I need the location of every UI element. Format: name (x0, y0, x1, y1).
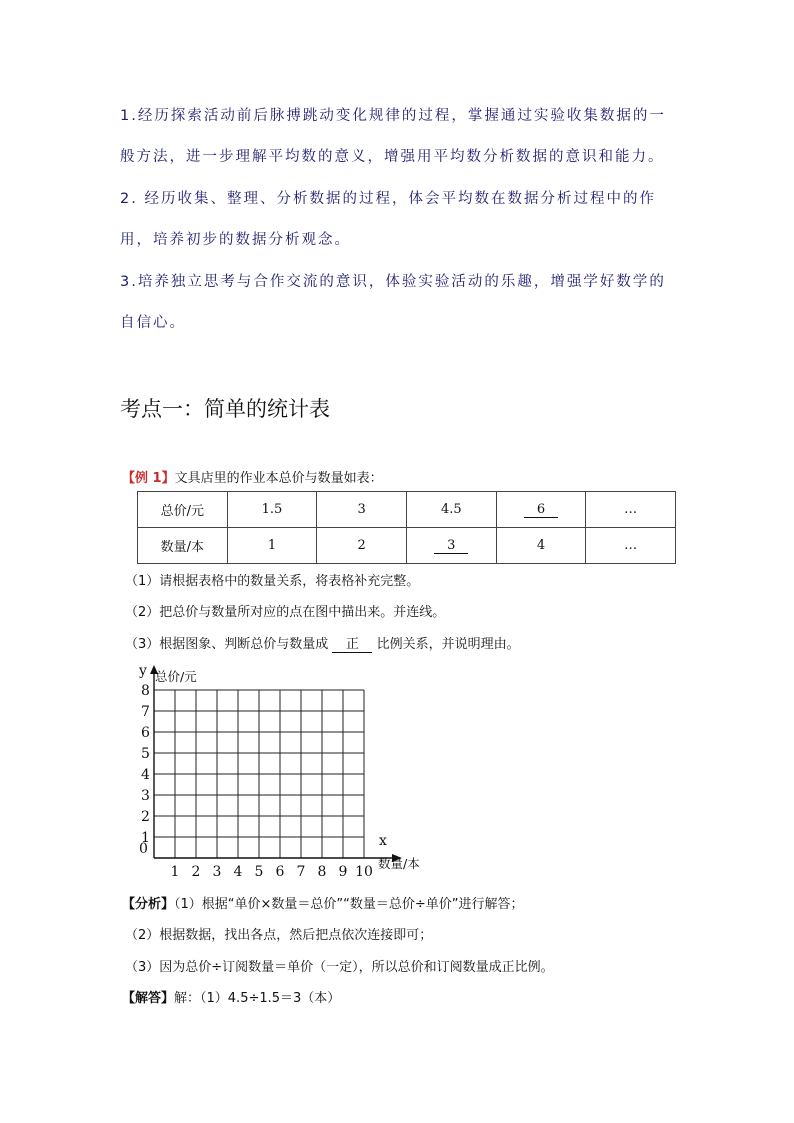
answer-underline: 3 (434, 539, 468, 554)
table-cell: … (586, 528, 676, 564)
x-tick-label: 5 (254, 864, 264, 877)
table-cell: 1 (227, 528, 317, 564)
example-text: 文具店里的作业本总价与数量如表： (174, 471, 383, 486)
origin-label: 0 (139, 841, 148, 857)
analysis-line-3: （3）因为总价÷订阅数量＝单价（一定），所以总价和订阅数量成正比例。 (125, 960, 554, 975)
table-cell: 总价/元 (138, 492, 228, 528)
answer-blank: 正 (332, 638, 372, 653)
analysis-text: （1）根据“单价×数量＝总价”“数量＝总价÷单价”进行解答； (174, 897, 524, 912)
table-cell: 2 (317, 528, 407, 564)
x-tick-label: 4 (233, 864, 243, 877)
x-axis-letter: x (379, 833, 387, 849)
question-3-tail: 比例关系，并说明理由。 (376, 637, 520, 652)
table-cell: 数量/本 (138, 528, 228, 564)
y-tick-label: 8 (141, 683, 150, 699)
analysis-tag: 【分析】 (122, 897, 175, 912)
x-axis-title: 数量/本 (378, 856, 420, 871)
table-row (138, 492, 676, 528)
table-cell-answer (406, 528, 496, 564)
x-tick-label: 7 (296, 864, 306, 877)
objective-2: 2. 经历收集、整理、分析数据的过程，体会平均数在数据分析过程中的作用，培养初步的数据分析观念。 (120, 191, 656, 248)
x-tick-label: 6 (275, 864, 285, 877)
x-tick-label: 2 (191, 864, 201, 877)
objective-3: 3.培养独立思考与合作交流的意识，体验实验活动的乐趣，增强学好数学的自信心。 (120, 274, 666, 331)
example-intro (122, 467, 383, 486)
x-tick-label: 8 (317, 864, 327, 877)
answer-text: 解：（1）4.5÷1.5＝3（本） (174, 991, 341, 1006)
objective-1: 1.经历探索活动前后脉搏跳动变化规律的过程，掌握通过实验收集数据的一般方法，进一步理解平均数的意义，增强用平均数分析数据的意识和能力。 (120, 108, 666, 165)
grid-lines (154, 690, 364, 858)
analysis-line-2: （2）根据数据，找出各点，然后把点依次连接即可； (125, 928, 433, 943)
y-tick-label: 5 (141, 746, 150, 762)
answer-line (122, 987, 340, 1006)
y-tick-label: 7 (141, 704, 150, 720)
answer-tag: 【解答】 (122, 991, 175, 1006)
question-3-text: （3）根据图象、判断总价与数量成 (125, 637, 329, 652)
question-1: （1）请根据表格中的数量关系，将表格补充完整。 (125, 574, 420, 589)
x-tick-label: 9 (338, 864, 348, 877)
tick-labels (141, 683, 373, 877)
table-row (138, 528, 676, 564)
y-tick-label: 4 (141, 767, 150, 783)
table-cell: 4 (496, 528, 586, 564)
y-tick-label: 3 (141, 788, 150, 804)
analysis-line-1 (122, 893, 524, 912)
table-cell: 3 (317, 492, 407, 528)
data-table (137, 491, 676, 564)
y-tick-label: 2 (141, 809, 150, 825)
table-cell: 1.5 (227, 492, 317, 528)
section-heading: 考点一：简单的统计表 (120, 397, 330, 421)
y-axis-letter: y (139, 663, 147, 679)
y-axis-title: 总价/元 (155, 669, 197, 684)
example-tag: 【例 1】 (122, 471, 175, 486)
table-cell: … (586, 492, 676, 528)
x-tick-label: 1 (170, 864, 180, 877)
table-cell: 4.5 (406, 492, 496, 528)
y-tick-label: 1 (141, 830, 150, 846)
question-3 (125, 633, 520, 653)
x-tick-label: 3 (212, 864, 222, 877)
x-tick-label: 10 (355, 864, 373, 877)
y-tick-label: 6 (141, 725, 150, 741)
answer-underline: 6 (524, 503, 558, 518)
coordinate-grid (135, 662, 435, 877)
question-2: （2）把总价与数量所对应的点在图中描出来。并连线。 (125, 605, 446, 620)
table-cell-answer (496, 492, 586, 528)
